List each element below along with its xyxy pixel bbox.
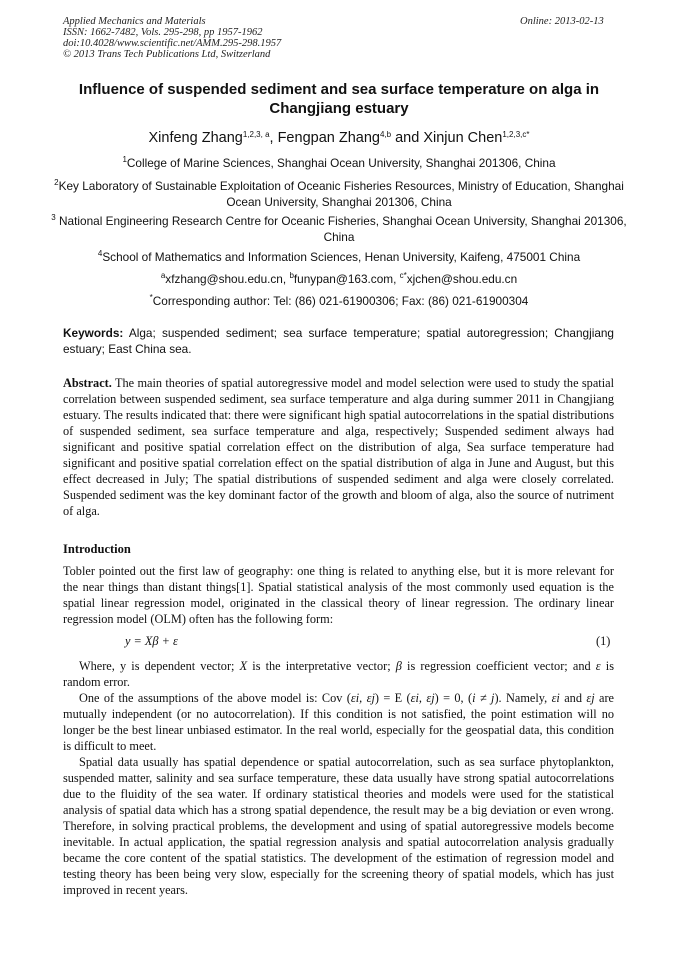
author-name: Fengpan Zhang — [277, 130, 380, 146]
author-superscript: 1,2,3,c* — [502, 130, 530, 139]
doi-line: doi:10.4028/www.scientific.net/AMM.295-298.1957 — [63, 38, 282, 49]
math-symbol: εi, εj — [350, 691, 375, 705]
affiliation — [40, 155, 638, 171]
author-separator: and — [391, 130, 424, 146]
author-superscript: 1,2,3, a — [242, 130, 270, 139]
corresponding-text: Corresponding author: Tel: (86) 021-61900306; Fax: (86) 021-61900304 — [152, 294, 529, 308]
email-link[interactable]: xjchen@shou.edu.cn — [406, 272, 518, 286]
author-name: Xinjun Chen — [423, 130, 503, 146]
author-emails — [40, 271, 638, 287]
keywords — [63, 325, 614, 357]
author-separator: , — [269, 130, 278, 146]
equation: y = Xβ + ε — [125, 634, 178, 648]
text-run: are mutually independent (or no autocorrelation). If this condition is not satisfied, the point estimation will no longer be the best linear unbiased estimator. In the real world, especially for the geospatial data, this condition is difficult to meet. — [63, 691, 615, 753]
body-paragraph — [63, 658, 614, 690]
affiliation-number: 4 — [97, 249, 103, 258]
abstract-label: Abstract. — [63, 376, 112, 390]
text-run: is random error. — [63, 659, 614, 689]
math-symbol: ε — [595, 659, 601, 673]
text-run: and — [559, 691, 587, 705]
affiliation-number: 1 — [122, 155, 127, 164]
email-link[interactable]: funypan@163.com, — [293, 272, 400, 286]
corresponding-marker: * — [149, 293, 153, 302]
affiliation-text: National Engineering Research Centre for Oceanic Fisheries, Shanghai Ocean University, Shanghai 201306, China — [55, 214, 627, 244]
corresponding-author — [40, 293, 638, 309]
math-symbol: εi — [551, 691, 560, 705]
journal-name: Applied Mechanics and Materials — [63, 16, 206, 27]
issn-line: ISSN: 1662-7482, Vols. 295-298, pp 1957-1962 — [63, 27, 263, 38]
math-symbol: β — [395, 659, 402, 673]
section-heading-introduction: Introduction — [63, 542, 131, 556]
affiliation — [40, 249, 638, 265]
body-paragraph: Spatial data usually has spatial dependence or spatial autocorrelation, such as sea surface phytoplankton, suspended matter, salinity and sea surface temperature, these data usually have strong spatial autocorrelations due to the fluidity of the sea water. If ordinary statistical theories and models were used for the statistical analysis of spatial data which has a strong spatial dependence, the result may be a big deviation or even wrong. Therefore, in solving practical problems, the development and using of spatial autoregressive models become inevitable. In actual application, the spatial regression analysis and spatial autocorrelation analysis gradually became the core content of the spatial statistics. The development of the estimation of regression model and testing theory has been being very slow, especially for the screening theory of spatial models, which has just improved in recent years. — [63, 755, 614, 897]
affiliation-number: 2 — [54, 178, 59, 187]
text-run: is the interpretative vector; — [247, 659, 396, 673]
affiliation-text: Key Laboratory of Sustainable Exploitation of Oceanic Fisheries Resources, Ministry of Education, Shanghai Ocean University, Shanghai 201306, China — [58, 179, 624, 209]
text-run: Where, y is dependent vector; — [79, 659, 240, 673]
math-symbol: i ≠ j — [472, 691, 495, 705]
abstract-text: The main theories of spatial autoregressive model and model selection were used to study the spatial correlation between suspended sediment, sea surface temperature and alga during summer 2011 in Changjiang estuary. The results indicated that: there were significant high spatial autocorrelations in the spatial distributions of suspended sediment, sea surface temperature and alga, respectively; Suspended sediment always had significant and positive spatial correlation effect on the distribution of alga, Sea surface temperature had significant and positive spatial correlation effect on the spatial distribution of alga in June and August, but this effect decreased in July; The spatial distributions of suspended sediment and alga were closely correlated. Suspended sediment was the key dominant factor of the growth and bloom of alga, also the source of nutriment of alga. — [63, 376, 614, 518]
email-marker: a — [160, 271, 166, 280]
text-run: ). Namely, — [494, 691, 552, 705]
email-link[interactable]: xfzhang@shou.edu.cn, — [165, 272, 290, 286]
text-run: One of the assumptions of the above model is: Cov ( — [79, 691, 351, 705]
copyright-line: © 2013 Trans Tech Publications Ltd, Switzerland — [63, 49, 271, 60]
email-marker: c* — [399, 271, 407, 280]
affiliation-text: School of Mathematics and Information Sciences, Henan University, Kaifeng, 475001 China — [102, 250, 581, 264]
equation-number: (1) — [596, 634, 611, 648]
affiliation-text: College of Marine Sciences, Shanghai Ocean University, Shanghai 201306, China — [126, 156, 556, 170]
email-marker: b — [289, 271, 294, 280]
online-date: Online: 2013-02-13 — [520, 16, 604, 27]
affiliation — [40, 213, 638, 245]
text-run: is regression coefficient vector; and — [401, 659, 596, 673]
author-superscript: 4,b — [379, 130, 392, 139]
keywords-text: Alga; suspended sediment; sea surface temperature; spatial autoregression; Changjiang estuary; East China sea. — [63, 326, 614, 356]
intro-paragraph: Tobler pointed out the first law of geography: one thing is related to anything else, but it is more relevant for the near things than distant things[1]. Spatial statistical analysis of the most commonly used equation is the spatial linear regression model, originated in the classical theory of linear regression. The ordinary linear regression model (OLM) often has the following form: — [63, 564, 614, 626]
affiliation-number: 3 — [51, 213, 56, 222]
body-paragraph — [63, 690, 614, 754]
affiliation — [40, 178, 638, 210]
author-name: Xinfeng Zhang — [148, 130, 243, 146]
math-symbol: X — [239, 659, 248, 673]
paper-title: Influence of suspended sediment and sea surface temperature on alga in Changjiang estuary — [78, 81, 600, 117]
author-list — [40, 129, 638, 147]
abstract — [63, 375, 614, 519]
keywords-label: Keywords: — [63, 326, 124, 340]
text-run: ) = 0, ( — [434, 691, 473, 705]
math-symbol: εj — [586, 691, 595, 705]
math-symbol: εi, εj — [410, 691, 435, 705]
text-run: ) = E ( — [374, 691, 411, 705]
